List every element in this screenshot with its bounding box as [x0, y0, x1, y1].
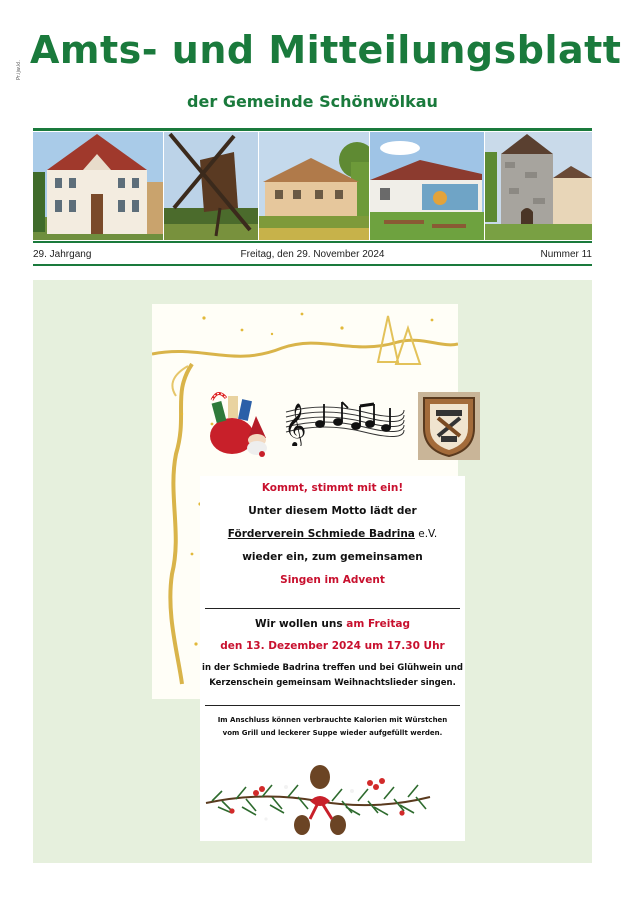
- old-farmhouse-photo: [259, 132, 369, 240]
- header-top-rule: [33, 128, 592, 131]
- flyer-footer-1: Im Anschluss können verbrauchte Kalorien mit Würstchen: [217, 716, 448, 724]
- newspaper-title: Amts- und Mitteilungsblatt: [30, 28, 622, 72]
- flyer-event-name: Singen im Advent: [280, 574, 385, 586]
- organizer-name: Förderverein Schmiede Badrina: [227, 528, 415, 540]
- newspaper-subtitle: der Gemeinde Schönwölkau: [187, 92, 438, 111]
- windmill-photo: [164, 132, 258, 240]
- stone-church-tower-photo: [485, 132, 592, 240]
- issue-number: Nummer 11: [540, 249, 592, 260]
- header-bottom-rule: [33, 264, 592, 266]
- flyer-divider-bottom: [205, 705, 460, 706]
- flyer-footer-2: vom Grill und leckerer Suppe wieder aufgefüllt werden.: [222, 729, 443, 737]
- flyer-slogan: Kommt, stimmt mit ein!: [261, 482, 404, 494]
- organizer-suffix: e.V.: [414, 528, 438, 540]
- manor-house-photo: [33, 132, 163, 240]
- header-photo-rule: [33, 241, 592, 243]
- music-notes-icon: [284, 394, 406, 446]
- flyer-event-details-1: in der Schmiede Badrina treffen und bei Glühwein und: [202, 663, 463, 673]
- community-building-photo: [370, 132, 484, 240]
- flyer-divider-top: [205, 608, 460, 609]
- svg-text:𝄞: 𝄞: [284, 403, 307, 446]
- flyer-invite-line: Unter diesem Motto lädt der: [248, 505, 417, 517]
- smithy-coat-of-arms-icon: [418, 392, 480, 460]
- issue-volume: 29. Jahrgang: [33, 249, 92, 260]
- fir-branch-pinecones-icon: [202, 763, 434, 839]
- flyer-invite-continuation: wieder ein, zum gemeinsamen: [242, 551, 423, 563]
- meeting-weekday: am Freitag: [346, 618, 410, 630]
- flyer-event-details-2: Kerzenschein gemeinsam Weihnachtslieder singen.: [209, 678, 456, 688]
- christmas-gnome-sack-icon: [204, 386, 274, 458]
- flyer-meeting-day: [200, 618, 465, 630]
- flyer-organizer: [200, 528, 465, 540]
- meeting-prefix: Wir wollen uns: [255, 618, 347, 630]
- flyer-event-datetime: den 13. Dezember 2024 um 17.30 Uhr: [220, 640, 445, 652]
- side-margin-label: Pr.ijw.kl.: [16, 60, 22, 80]
- issue-date: Freitag, den 29. November 2024: [240, 249, 385, 260]
